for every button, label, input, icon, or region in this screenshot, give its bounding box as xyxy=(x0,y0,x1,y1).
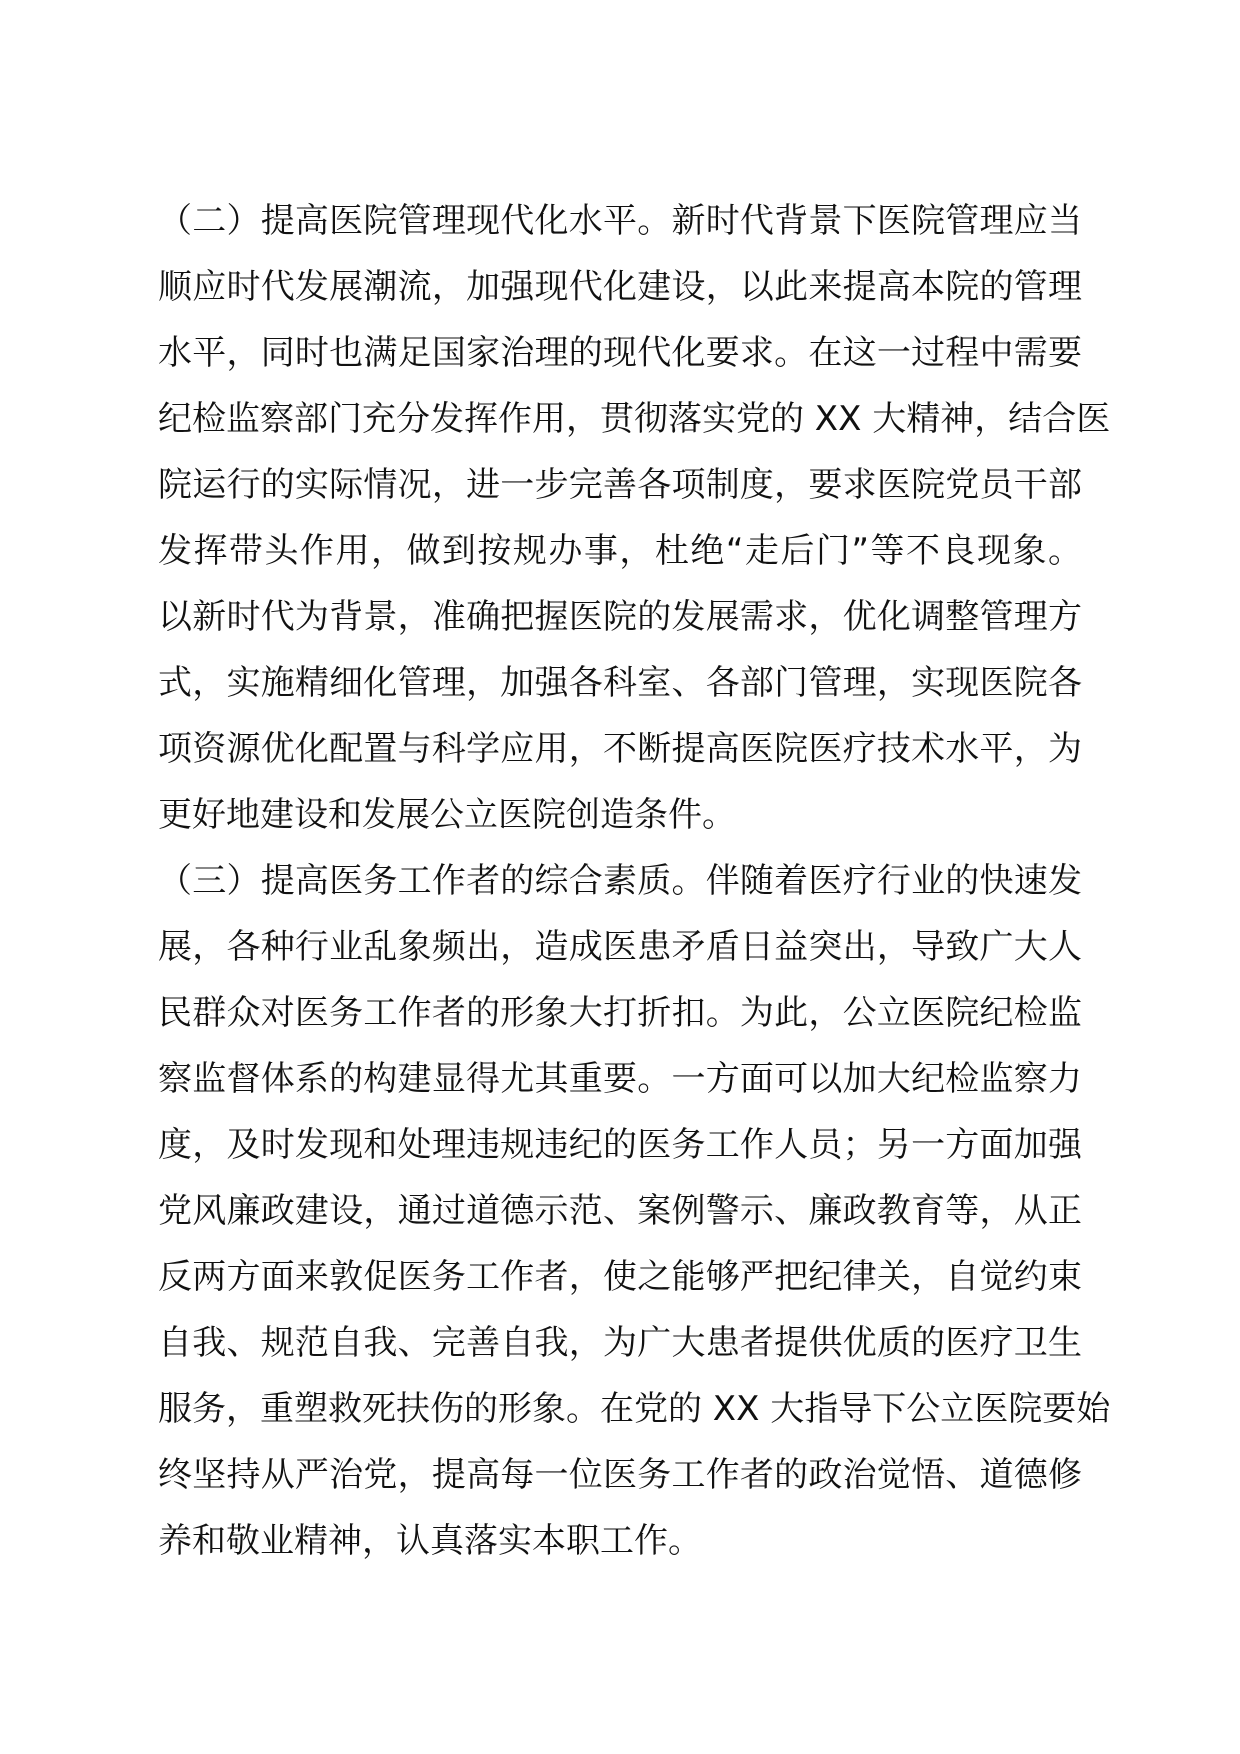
text-line: 终坚持从严治党，提高每一位医务工作者的政治觉悟、道德修 xyxy=(158,1455,1082,1495)
text-line: 党风廉政建设，通过道德示范、案例警示、廉政教育等，从正 xyxy=(158,1191,1082,1231)
text-line: 度，及时发现和处理违规违纪的医务工作人员；另一方面加强 xyxy=(158,1125,1082,1165)
text-line: 项资源优化配置与科学应用，不断提高医院医疗技术水平，为 xyxy=(158,729,1082,769)
paragraph-management-modernization xyxy=(158,188,1111,848)
text-line: 式，实施精细化管理，加强各科室、各部门管理，实现医院各 xyxy=(158,663,1082,703)
text-line: 以新时代为背景，准确把握医院的发展需求，优化调整管理方 xyxy=(158,597,1082,637)
text-line: 服务，重塑救死扶伤的形象。在党的 XX 大指导下公立医院要始 xyxy=(158,1389,1111,1429)
text-line: 养和敬业精神，认真落实本职工作。 xyxy=(158,1521,702,1561)
text-line: （二）提高医院管理现代化水平。新时代背景下医院管理应当 xyxy=(158,201,1082,241)
text-line: 发挥带头作用，做到按规办事，杜绝“走后门”等不良现象。 xyxy=(158,531,1082,571)
paragraph-staff-quality xyxy=(158,848,1111,1574)
text-line: 纪检监察部门充分发挥作用，贯彻落实党的 XX 大精神，结合医 xyxy=(158,399,1111,439)
text-line: （三）提高医务工作者的综合素质。伴随着医疗行业的快速发 xyxy=(158,861,1082,901)
document-body xyxy=(158,188,1111,1574)
text-line: 察监督体系的构建显得尤其重要。一方面可以加大纪检监察力 xyxy=(158,1059,1082,1099)
text-line: 院运行的实际情况，进一步完善各项制度，要求医院党员干部 xyxy=(158,465,1082,505)
text-line: 水平，同时也满足国家治理的现代化要求。在这一过程中需要 xyxy=(158,333,1082,373)
text-line: 更好地建设和发展公立医院创造条件。 xyxy=(158,795,736,835)
text-line: 展，各种行业乱象频出，造成医患矛盾日益突出，导致广大人 xyxy=(158,927,1082,967)
text-line: 自我、规范自我、完善自我，为广大患者提供优质的医疗卫生 xyxy=(158,1323,1082,1363)
text-line: 反两方面来敦促医务工作者，使之能够严把纪律关，自觉约束 xyxy=(158,1257,1082,1297)
text-line: 民群众对医务工作者的形象大打折扣。为此，公立医院纪检监 xyxy=(158,993,1082,1033)
text-line: 顺应时代发展潮流，加强现代化建设，以此来提高本院的管理 xyxy=(158,267,1082,307)
